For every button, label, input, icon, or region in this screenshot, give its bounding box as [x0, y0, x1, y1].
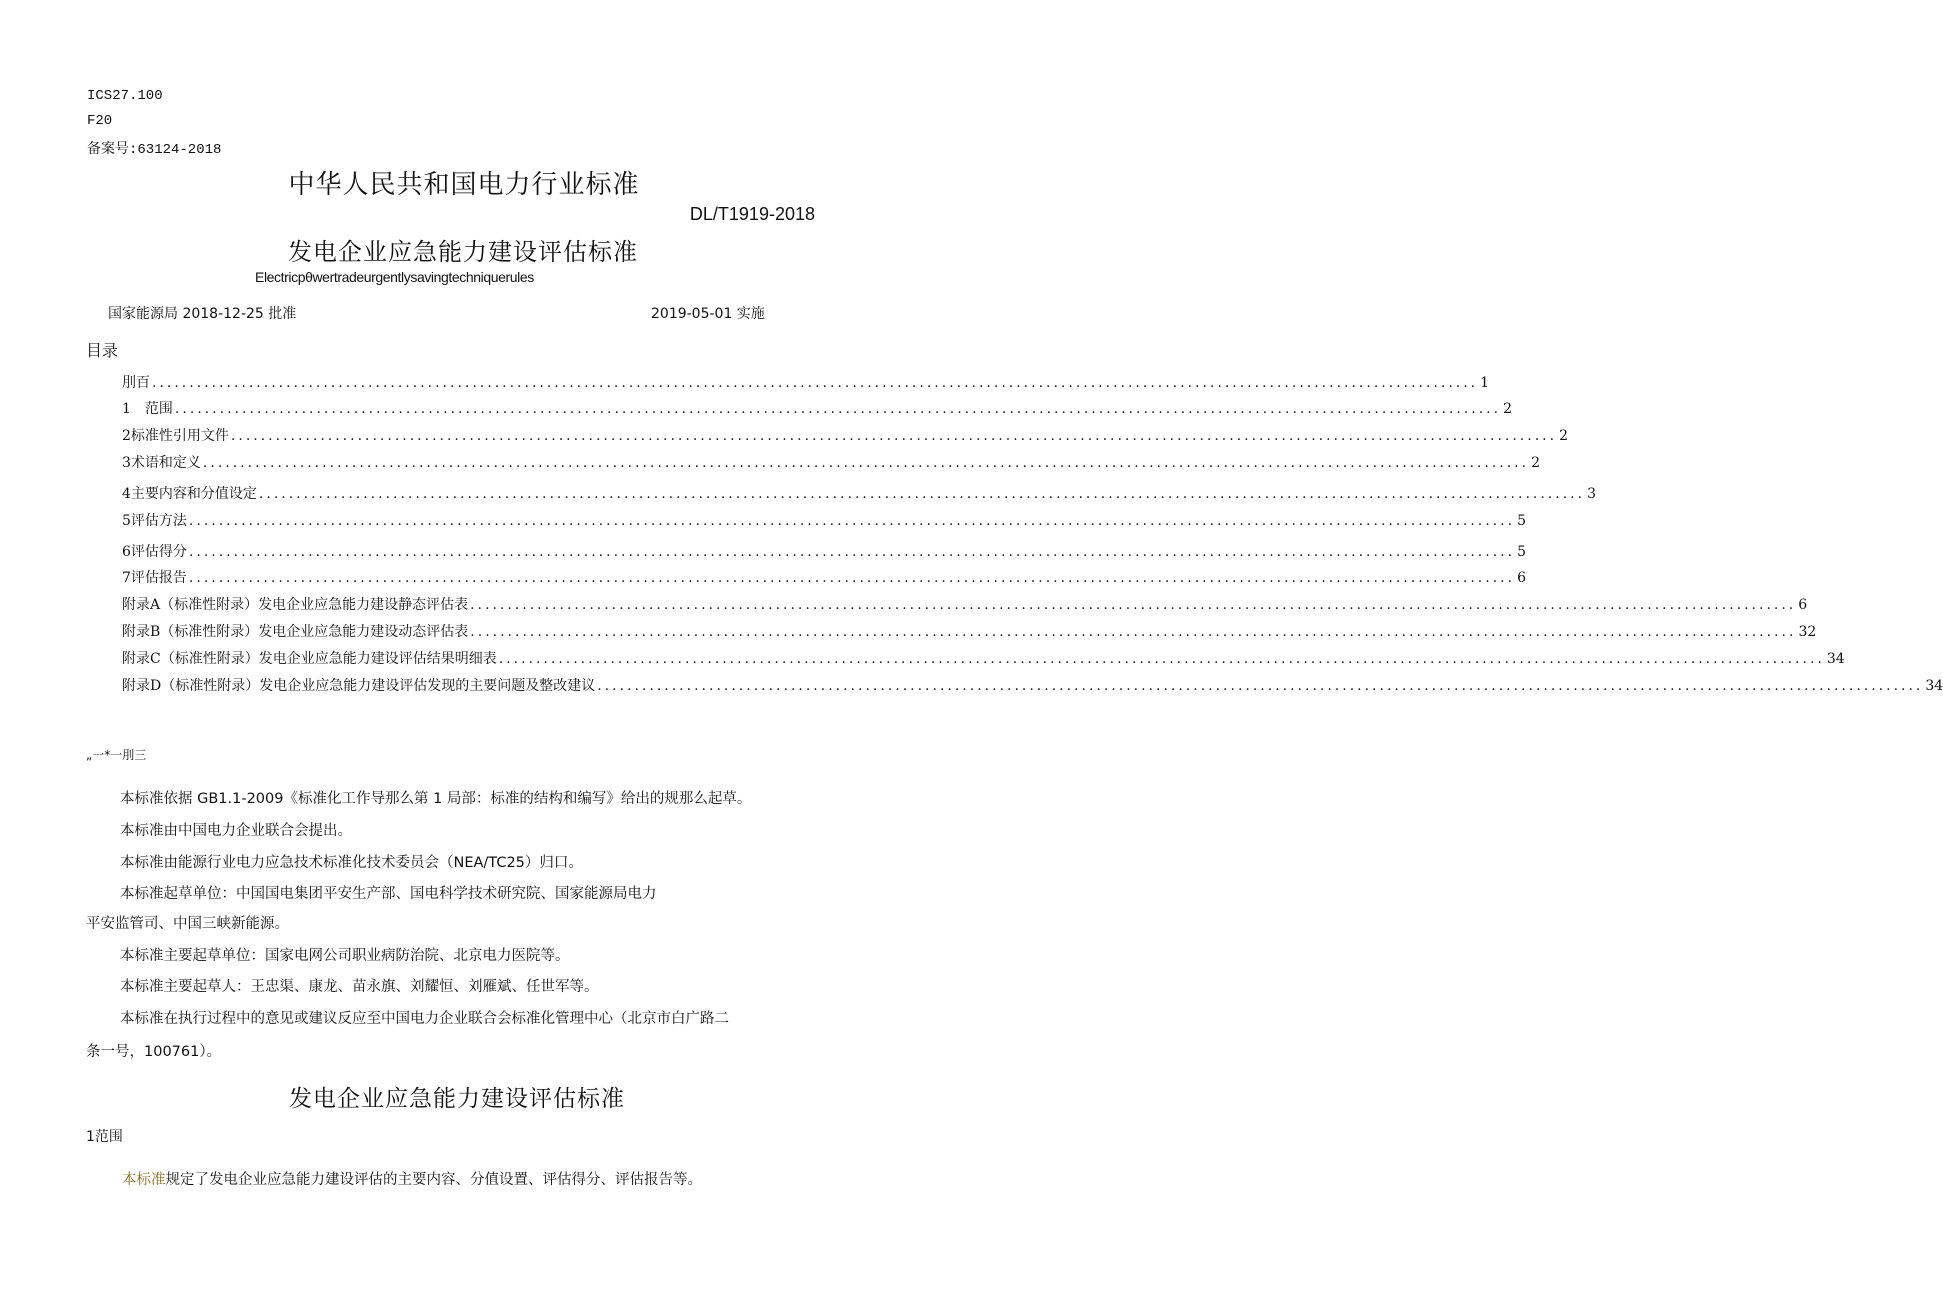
- toc-entry[interactable]: [122, 567, 1526, 587]
- toc-entry-title: 附录B（标准性附录）发电企业应急能力建设动态评估表: [122, 624, 469, 640]
- toc-heading: 目录: [86, 341, 119, 360]
- toc-entry-title: 附录C（标准性附录）发电企业应急能力建设评估结果明细表: [122, 651, 497, 667]
- toc-entry[interactable]: [122, 648, 1845, 668]
- toc-entry[interactable]: [122, 398, 1512, 418]
- document-title: 发电企业应急能力建设评估标准: [288, 238, 638, 266]
- toc-leader: ..................................................................................................................................................................................: [230, 428, 1558, 444]
- toc-leader: ..................................................................................................................................................................................: [174, 401, 1502, 417]
- section1-rest-text: 规定了发电企业应急能力建设评估的主要内容、分值设置、评估得分、评估报告等。: [165, 1172, 702, 1188]
- toc-entry-page: 2: [1503, 401, 1512, 417]
- toc-entry-page: 2: [1559, 428, 1568, 444]
- toc-entry-title: 3术语和定义: [122, 455, 201, 471]
- ics-code: ICS27.100: [87, 88, 163, 104]
- section1-paragraph: [122, 1168, 702, 1189]
- toc-entry-title: 附录A（标准性附录）发电企业应急能力建设静态评估表: [122, 597, 469, 613]
- toc-entry-page: 34: [1826, 651, 1845, 667]
- section1-heading: 1范围: [86, 1129, 123, 1145]
- toc-leader: ..................................................................................................................................................................................: [597, 678, 1924, 694]
- toc-leader: ..................................................................................................................................................................................: [470, 597, 1797, 613]
- toc-entry[interactable]: [122, 372, 1490, 392]
- standard-code: DL/T1919-2018: [689, 204, 815, 224]
- toc-leader: ..................................................................................................................................................................................: [470, 624, 1797, 640]
- approval-effective: 2019-05-01 实施: [651, 306, 765, 322]
- foreword-paragraph-cont: 条一号，100761）。: [86, 1044, 222, 1060]
- toc-entry-title: 2标准性引用文件: [122, 428, 229, 444]
- foreword-paragraph: 本标准依据 GB1.1-2009《标准化工作导那么第 1 局部：标准的结构和编写》给出的规那么起草。: [120, 791, 752, 807]
- toc-entry-page: 2: [1531, 455, 1540, 471]
- toc-leader: ..................................................................................................................................................................................: [188, 544, 1516, 560]
- toc-entry[interactable]: [122, 675, 1943, 695]
- toc-entry[interactable]: [122, 425, 1568, 445]
- approval-issued: 国家能源局 2018-12-25 批准: [108, 306, 297, 322]
- toc-entry-page: 5: [1517, 544, 1526, 560]
- toc-leader: ..................................................................................................................................................................................: [498, 651, 1825, 667]
- foreword-heading: „一*一刖三: [86, 748, 147, 762]
- section1-lead-text: 本标准: [122, 1172, 166, 1188]
- toc-entry[interactable]: [122, 621, 1817, 641]
- foreword-paragraph: 本标准在执行过程中的意见或建议反应至中国电力企业联合会标准化管理中心（北京市白广路二: [120, 1011, 729, 1027]
- classification-code: F20: [87, 113, 113, 129]
- foreword-paragraph: 本标准主要起草单位：国家电网公司职业病防治院、北京电力医院等。: [120, 948, 570, 964]
- toc-leader: ..................................................................................................................................................................................: [152, 375, 1479, 391]
- toc-entry-title: 1 范围: [122, 401, 173, 417]
- toc-entry-page: 6: [1798, 597, 1808, 613]
- toc-entry[interactable]: [122, 594, 1808, 614]
- toc-entry-page: 32: [1798, 624, 1817, 640]
- toc-entry[interactable]: [122, 541, 1526, 561]
- toc-entry-title: 刖百: [122, 375, 150, 391]
- foreword-paragraph: 本标准由中国电力企业联合会提出。: [120, 823, 352, 839]
- toc-entry-title: 7评估报告: [122, 570, 187, 586]
- toc-entry[interactable]: [122, 510, 1526, 530]
- toc-leader: ..................................................................................................................................................................................: [188, 513, 1516, 529]
- toc-leader: ..................................................................................................................................................................................: [188, 570, 1516, 586]
- foreword-paragraph: 本标准由能源行业电力应急技术标准化技术委员会（NEA/TC25）归口。: [120, 855, 583, 871]
- toc-entry-title: 5评估方法: [122, 513, 187, 529]
- toc-entry-title: 6评估得分: [122, 544, 187, 560]
- toc-entry-page: 1: [1480, 375, 1490, 391]
- body-title: 发电企业应急能力建设评估标准: [289, 1086, 625, 1112]
- toc-entry-title: 4主要内容和分值设定: [122, 486, 257, 502]
- toc-leader: ..................................................................................................................................................................................: [258, 486, 1586, 502]
- toc-entry-page: 6: [1517, 570, 1526, 586]
- foreword-paragraph-cont: 平安监管司、中国三峡新能源。: [86, 916, 289, 932]
- toc-leader: ..................................................................................................................................................................................: [202, 455, 1530, 471]
- toc-entry-page: 3: [1587, 486, 1596, 502]
- toc-entry[interactable]: [122, 452, 1540, 472]
- toc-entry-page: 5: [1517, 513, 1526, 529]
- filing-number: 备案号:63124-2018: [87, 142, 222, 158]
- toc-entry[interactable]: [122, 483, 1596, 503]
- english-title: Electricpθwertradeurgentlysavingtechniquerules: [255, 269, 534, 285]
- industry-standard-title: 中华人民共和国电力行业标准: [288, 170, 640, 200]
- toc-entry-title: 附录D（标准性附录）发电企业应急能力建设评估发现的主要问题及整改建议: [122, 678, 596, 694]
- foreword-paragraph: 本标准起草单位：中国国电集团平安生产部、国电科学技术研究院、国家能源局电力: [120, 886, 657, 902]
- toc-entry-page: 34: [1925, 678, 1943, 694]
- foreword-paragraph: 本标准主要起草人：王忠渠、康龙、苗永旗、刘耀恒、刘雁斌、任世军等。: [120, 979, 599, 995]
